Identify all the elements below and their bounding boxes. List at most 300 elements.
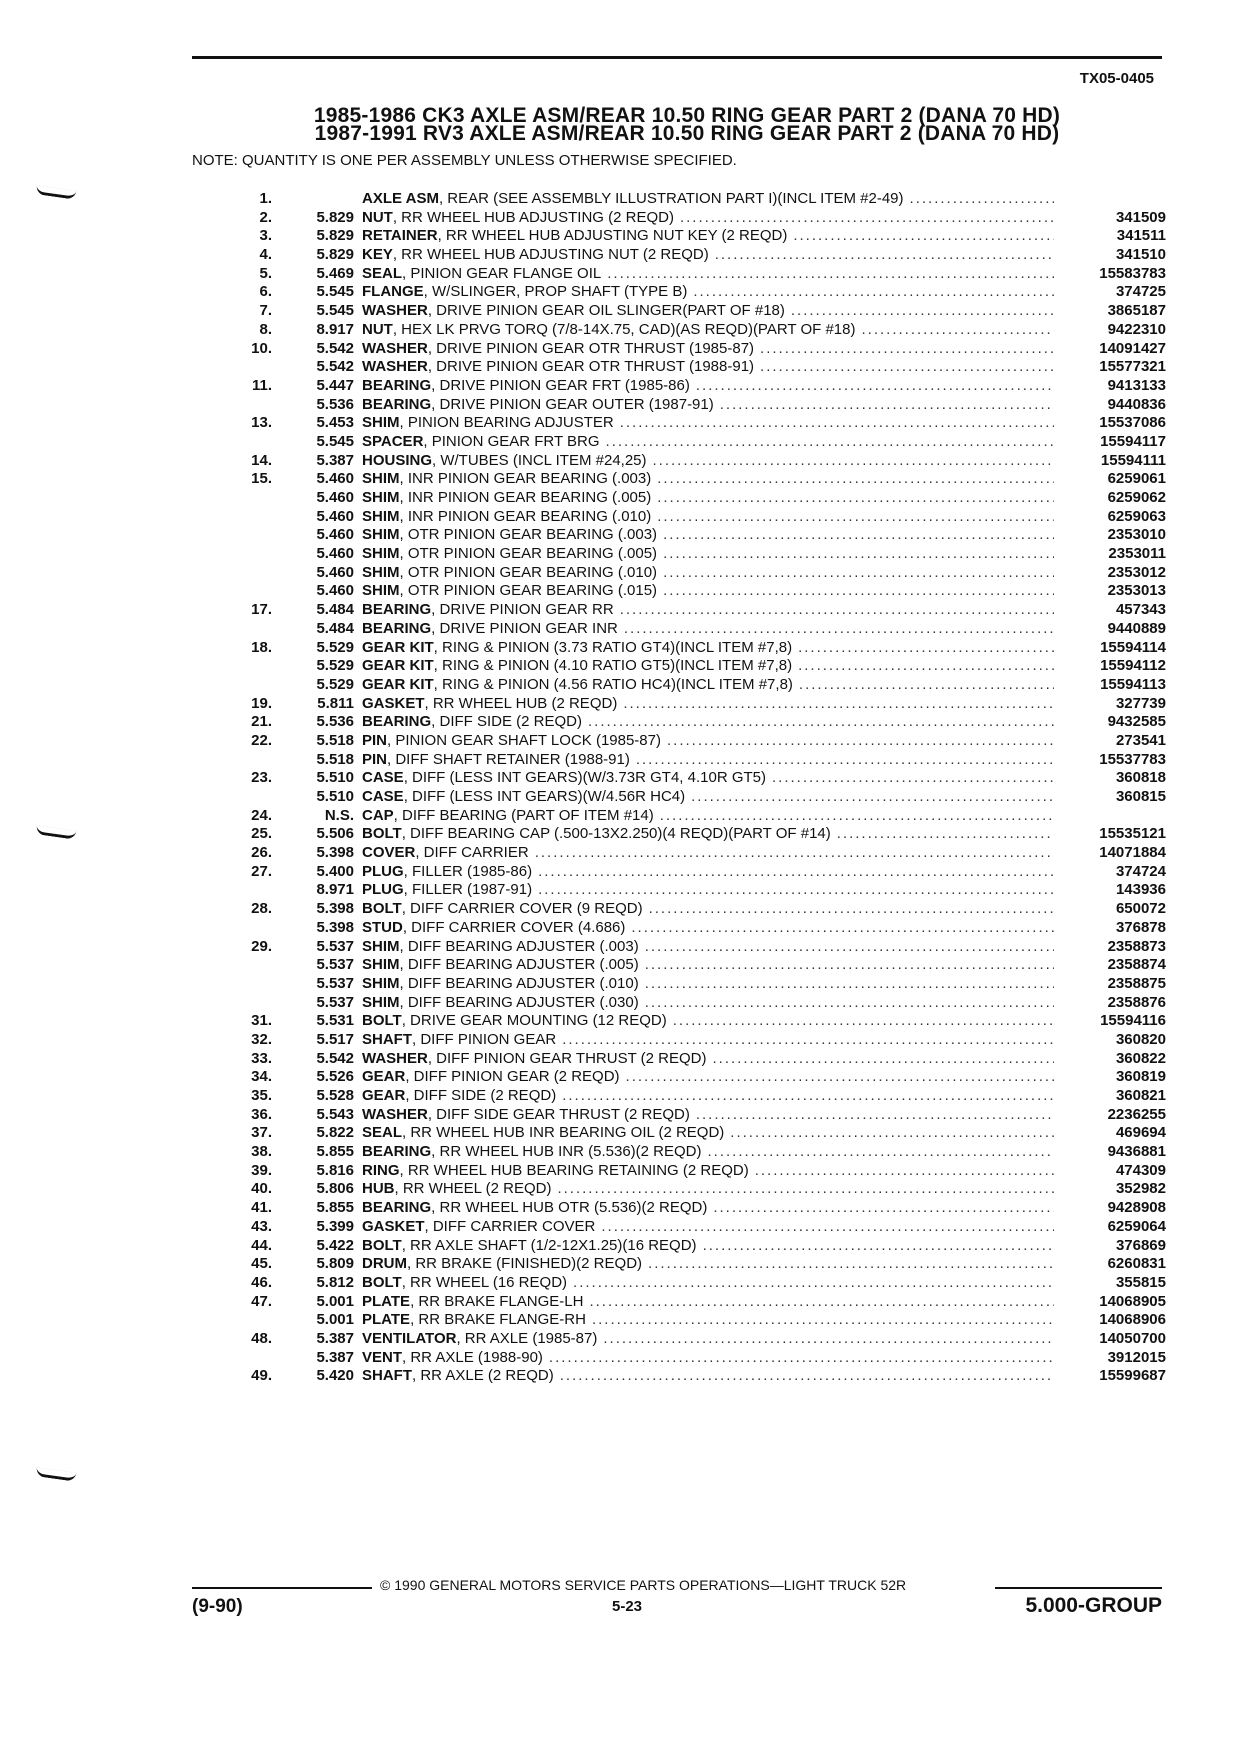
part-number: 360815 bbox=[1115, 788, 1166, 805]
part-number: 352982 bbox=[1115, 1180, 1166, 1198]
part-description bbox=[362, 825, 1054, 844]
part-number: 15535121 bbox=[1099, 825, 1166, 843]
leader-dots bbox=[648, 1255, 1054, 1274]
part-name: SHIM bbox=[362, 489, 400, 506]
part-detail: , OTR PINION GEAR BEARING (.005) bbox=[399, 545, 658, 563]
part-description bbox=[362, 396, 1054, 415]
group-number: 5.531 bbox=[316, 1012, 354, 1030]
group-number: 5.545 bbox=[316, 283, 354, 301]
group-number: 5.460 bbox=[316, 526, 354, 544]
part-description bbox=[362, 1199, 1054, 1218]
item-number: 22. bbox=[251, 731, 272, 749]
part-name: PLATE bbox=[362, 1311, 411, 1329]
part-detail: , PINION GEAR FRT BRG bbox=[423, 432, 600, 450]
group-number: 5.399 bbox=[316, 1217, 354, 1235]
item-number: 34. bbox=[251, 1068, 272, 1086]
leader-dots bbox=[645, 994, 1054, 1013]
item-number: 2. bbox=[259, 208, 272, 226]
group-number: 5.529 bbox=[316, 638, 354, 656]
group-code: 5.000-GROUP bbox=[1025, 1594, 1162, 1617]
part-detail: , DIFF BEARING ADJUSTER (.005) bbox=[399, 956, 639, 974]
part-detail: , DIFF SIDE GEAR THRUST (2 REQD) bbox=[427, 1105, 690, 1123]
leader-dots bbox=[606, 433, 1054, 452]
copyright-text: © 1990 GENERAL MOTORS SERVICE PARTS OPERATIONS—LIGHT TRUCK 52R bbox=[380, 1577, 907, 1593]
part-number: 6259061 bbox=[1107, 470, 1166, 488]
page-title-line-1: 1985-1986 CK3 AXLE ASM/REAR 10.50 RING GEAR PART 2 (DANA 70 HD) bbox=[313, 104, 1061, 127]
part-detail: , RR WHEEL HUB ADJUSTING (2 REQD) bbox=[392, 208, 674, 226]
leader-dots bbox=[653, 452, 1054, 471]
part-name: SEAL bbox=[362, 1124, 403, 1142]
leader-dots bbox=[603, 1330, 1054, 1349]
parts-row bbox=[192, 302, 1166, 321]
part-number: 374724 bbox=[1115, 862, 1166, 880]
item-number: 19. bbox=[251, 694, 272, 712]
group-number: 5.529 bbox=[316, 675, 354, 693]
binder-hole-mark bbox=[36, 825, 77, 839]
part-description bbox=[362, 863, 1054, 882]
part-number: 9422310 bbox=[1107, 320, 1166, 338]
part-name: SHAFT bbox=[362, 1030, 412, 1048]
leader-dots bbox=[837, 825, 1054, 844]
group-number: 5.387 bbox=[316, 1329, 354, 1347]
parts-row bbox=[192, 283, 1166, 302]
parts-row bbox=[192, 526, 1166, 545]
part-number: 376869 bbox=[1115, 1236, 1166, 1254]
part-number: 273541 bbox=[1115, 731, 1166, 749]
parts-row bbox=[192, 713, 1166, 732]
parts-row bbox=[192, 190, 1166, 209]
leader-dots bbox=[663, 582, 1054, 601]
part-name: CASE bbox=[362, 788, 404, 805]
group-number: 5.829 bbox=[316, 227, 354, 245]
part-number: 15594111 bbox=[1100, 451, 1166, 469]
part-description bbox=[362, 377, 1054, 396]
part-name: CAP bbox=[362, 806, 394, 824]
part-detail: , DRIVE PINION GEAR FRT (1985-86) bbox=[431, 376, 690, 394]
part-detail: , DIFF PINION GEAR (2 REQD) bbox=[405, 1068, 620, 1086]
part-number: 474309 bbox=[1115, 1161, 1166, 1179]
part-description bbox=[362, 452, 1054, 471]
part-detail: , RR WHEEL HUB OTR (5.536)(2 REQD) bbox=[431, 1199, 708, 1217]
part-name: SHIM bbox=[362, 545, 400, 563]
part-detail: , DIFF BEARING ADJUSTER (.003) bbox=[399, 937, 639, 955]
parts-row bbox=[192, 676, 1166, 695]
group-number: 5.422 bbox=[316, 1236, 354, 1254]
leader-dots bbox=[607, 265, 1054, 284]
part-number: 341510 bbox=[1115, 246, 1166, 264]
top-rule bbox=[192, 56, 1162, 59]
leader-dots bbox=[663, 545, 1054, 564]
part-number: 15594113 bbox=[1100, 675, 1166, 693]
part-description bbox=[362, 1349, 1054, 1368]
part-detail: , RR BRAKE (FINISHED)(2 REQD) bbox=[407, 1255, 643, 1273]
parts-list bbox=[192, 190, 1166, 1386]
part-detail: , DIFF BEARING CAP (.500-13X2.250)(4 REQD)(PART OF #14) bbox=[401, 825, 831, 843]
part-detail: , DIFF (LESS INT GEARS)(W/4.56R HC4) bbox=[403, 788, 686, 805]
item-number: 40. bbox=[251, 1180, 272, 1198]
item-number: 21. bbox=[251, 713, 272, 731]
part-detail: , DIFF CARRIER COVER bbox=[424, 1217, 596, 1235]
part-name: SHIM bbox=[362, 507, 400, 525]
part-detail: , DIFF (LESS INT GEARS)(W/3.73R GT4, 4.10R GT5) bbox=[403, 769, 766, 787]
item-number: 31. bbox=[251, 1012, 272, 1030]
part-name: DRUM bbox=[362, 1255, 407, 1273]
part-number: 15594116 bbox=[1100, 1012, 1166, 1030]
part-description bbox=[362, 956, 1054, 975]
part-description bbox=[362, 358, 1054, 377]
item-number: 47. bbox=[251, 1292, 272, 1310]
parts-row bbox=[192, 396, 1166, 415]
part-detail: , RR AXLE (1985-87) bbox=[456, 1329, 598, 1347]
parts-row bbox=[192, 919, 1166, 938]
item-number: 49. bbox=[251, 1367, 272, 1385]
part-detail: , DRIVE PINION GEAR INR bbox=[431, 619, 618, 637]
part-number: 9413133 bbox=[1107, 376, 1166, 394]
group-number: 5.822 bbox=[316, 1124, 354, 1142]
group-number: 5.510 bbox=[316, 769, 354, 787]
part-description bbox=[362, 1274, 1054, 1293]
part-name: WASHER bbox=[362, 302, 428, 320]
part-name: PIN bbox=[362, 731, 388, 749]
part-detail: , RR WHEEL HUB INR BEARING OIL (2 REQD) bbox=[402, 1124, 725, 1142]
part-detail: , DIFF SIDE (2 REQD) bbox=[431, 713, 583, 731]
part-description bbox=[362, 1162, 1054, 1181]
leader-dots bbox=[657, 470, 1054, 489]
part-number: 9436881 bbox=[1107, 1143, 1166, 1161]
leader-dots bbox=[549, 1349, 1054, 1368]
item-number: 8. bbox=[259, 320, 272, 338]
part-name: GEAR bbox=[362, 1068, 406, 1086]
leader-dots bbox=[560, 1367, 1054, 1386]
document-code: TX05-0405 bbox=[1079, 70, 1154, 87]
group-number: 5.529 bbox=[316, 657, 354, 675]
parts-row bbox=[192, 1311, 1166, 1330]
part-description bbox=[362, 508, 1054, 527]
part-detail: , DRIVE PINION GEAR RR bbox=[431, 601, 614, 619]
parts-row bbox=[192, 564, 1166, 583]
part-description bbox=[362, 545, 1054, 564]
part-name: BEARING bbox=[362, 601, 432, 619]
parts-row bbox=[192, 1087, 1166, 1106]
part-description bbox=[362, 769, 1054, 788]
part-description bbox=[362, 975, 1054, 994]
part-name: AXLE ASM bbox=[362, 190, 439, 207]
item-number: 35. bbox=[251, 1087, 272, 1104]
group-number: 5.001 bbox=[316, 1311, 354, 1329]
part-detail: , DIFF PINION GEAR THRUST (2 REQD) bbox=[427, 1049, 707, 1067]
parts-row bbox=[192, 900, 1166, 919]
part-number: 3912015 bbox=[1107, 1348, 1166, 1366]
part-description bbox=[362, 1087, 1054, 1106]
part-name: SHIM bbox=[362, 974, 400, 992]
part-detail: , PINION BEARING ADJUSTER bbox=[399, 414, 614, 432]
leader-dots bbox=[589, 1293, 1054, 1312]
part-number: 2353012 bbox=[1107, 563, 1166, 581]
part-name: BEARING bbox=[362, 1143, 432, 1161]
leader-dots bbox=[680, 209, 1054, 228]
part-name: GEAR KIT bbox=[362, 657, 434, 675]
item-number: 36. bbox=[251, 1105, 272, 1123]
item-number: 4. bbox=[259, 246, 272, 264]
part-detail: , OTR PINION GEAR BEARING (.003) bbox=[399, 526, 658, 544]
part-description bbox=[362, 900, 1054, 919]
item-number: 33. bbox=[251, 1049, 272, 1067]
parts-row bbox=[192, 321, 1166, 340]
leader-dots bbox=[791, 302, 1054, 321]
part-detail: , DIFF CARRIER COVER (4.686) bbox=[402, 918, 626, 936]
part-description bbox=[362, 881, 1054, 900]
item-number: 17. bbox=[251, 601, 272, 619]
part-description bbox=[362, 994, 1054, 1013]
parts-row bbox=[192, 377, 1166, 396]
group-number: 5.447 bbox=[316, 376, 354, 394]
parts-row bbox=[192, 470, 1166, 489]
parts-row bbox=[192, 1050, 1166, 1069]
item-number: 23. bbox=[251, 769, 272, 787]
parts-row bbox=[192, 751, 1166, 770]
part-number: 2353010 bbox=[1107, 526, 1166, 544]
part-description bbox=[362, 1050, 1054, 1069]
part-detail: , DIFF BEARING (PART OF ITEM #14) bbox=[393, 806, 654, 824]
part-number: 360818 bbox=[1115, 769, 1166, 787]
item-number: 39. bbox=[251, 1161, 272, 1179]
part-name: NUT bbox=[362, 320, 393, 338]
binder-hole-mark bbox=[36, 1467, 77, 1481]
group-number: 5.460 bbox=[316, 507, 354, 525]
part-name: GEAR bbox=[362, 1087, 406, 1104]
part-detail: , RR BRAKE FLANGE-RH bbox=[410, 1311, 586, 1329]
group-number: 5.469 bbox=[316, 264, 354, 282]
part-number: 9440836 bbox=[1107, 395, 1166, 413]
leader-dots bbox=[626, 1068, 1054, 1087]
group-number: 5.537 bbox=[316, 993, 354, 1011]
part-detail: , OTR PINION GEAR BEARING (.015) bbox=[399, 582, 658, 600]
part-number: 341511 bbox=[1116, 227, 1166, 245]
leader-dots bbox=[798, 639, 1054, 658]
group-number: 5.398 bbox=[316, 918, 354, 936]
part-detail: , FILLER (1987-91) bbox=[403, 881, 533, 899]
part-name: BEARING bbox=[362, 395, 432, 413]
group-number: 5.537 bbox=[316, 937, 354, 955]
binder-hole-mark bbox=[36, 185, 77, 199]
part-description bbox=[362, 1180, 1054, 1199]
parts-row bbox=[192, 956, 1166, 975]
parts-row bbox=[192, 1274, 1166, 1293]
item-number: 46. bbox=[251, 1273, 272, 1291]
part-description bbox=[362, 1106, 1054, 1125]
leader-dots bbox=[649, 900, 1054, 919]
part-number: 2353013 bbox=[1107, 582, 1166, 600]
leader-dots bbox=[910, 190, 1054, 209]
parts-row bbox=[192, 340, 1166, 359]
part-name: PLUG bbox=[362, 881, 404, 899]
part-detail: , DIFF CARRIER bbox=[415, 844, 529, 862]
group-number: 5.545 bbox=[316, 302, 354, 320]
part-name: PLATE bbox=[362, 1292, 411, 1310]
part-detail: , RING & PINION (3.73 RATIO GT4)(INCL ITEM #7,8) bbox=[433, 638, 793, 656]
part-name: SHIM bbox=[362, 563, 400, 581]
group-number: 5.460 bbox=[316, 470, 354, 488]
part-name: PLUG bbox=[362, 862, 404, 880]
part-description bbox=[362, 1330, 1054, 1349]
parts-row bbox=[192, 1106, 1166, 1125]
part-number: 15594112 bbox=[1100, 657, 1166, 675]
part-number: 2236255 bbox=[1107, 1105, 1166, 1123]
part-number: 650072 bbox=[1115, 900, 1166, 918]
part-number: 9440889 bbox=[1107, 619, 1166, 637]
group-number: 5.484 bbox=[316, 601, 354, 619]
leader-dots bbox=[601, 1218, 1054, 1237]
part-name: CASE bbox=[362, 769, 404, 787]
part-description bbox=[362, 1124, 1054, 1143]
parts-row bbox=[192, 601, 1166, 620]
group-number: 5.453 bbox=[316, 414, 354, 432]
group-number: 5.460 bbox=[316, 545, 354, 563]
part-name: STUD bbox=[362, 918, 403, 936]
part-detail: , DRIVE GEAR MOUNTING (12 REQD) bbox=[401, 1012, 667, 1030]
part-name: BOLT bbox=[362, 825, 402, 843]
part-name: SPACER bbox=[362, 432, 424, 450]
part-name: SHAFT bbox=[362, 1367, 412, 1385]
item-number: 44. bbox=[251, 1236, 272, 1254]
part-detail: , PINION GEAR SHAFT LOCK (1985-87) bbox=[387, 731, 661, 749]
group-number: 5.001 bbox=[316, 1292, 354, 1310]
part-description bbox=[362, 302, 1054, 321]
part-name: BEARING bbox=[362, 713, 432, 731]
group-number: 5.812 bbox=[316, 1273, 354, 1291]
item-number: 48. bbox=[251, 1329, 272, 1347]
part-detail: , RR BRAKE FLANGE-LH bbox=[410, 1292, 584, 1310]
part-description bbox=[362, 470, 1054, 489]
parts-row bbox=[192, 639, 1166, 658]
parts-row bbox=[192, 1180, 1166, 1199]
part-name: VENT bbox=[362, 1348, 403, 1366]
part-name: HUB bbox=[362, 1180, 395, 1198]
part-number: 360821 bbox=[1115, 1087, 1166, 1104]
part-number: 15537086 bbox=[1099, 414, 1166, 432]
parts-row bbox=[192, 844, 1166, 863]
part-number: 9432585 bbox=[1107, 713, 1166, 731]
group-number: 5.398 bbox=[316, 900, 354, 918]
parts-row bbox=[192, 414, 1166, 433]
item-number: 13. bbox=[251, 414, 272, 432]
part-name: BEARING bbox=[362, 1199, 432, 1217]
group-number: 5.387 bbox=[316, 1348, 354, 1366]
leader-dots bbox=[772, 769, 1054, 788]
part-detail: , REAR (SEE ASSEMBLY ILLUSTRATION PART I)(INCL ITEM #2-49) bbox=[438, 190, 904, 207]
parts-row bbox=[192, 1349, 1166, 1368]
group-number: 5.526 bbox=[316, 1068, 354, 1086]
parts-row bbox=[192, 1199, 1166, 1218]
part-description bbox=[362, 751, 1054, 770]
part-description bbox=[362, 807, 1054, 826]
part-name: SHIM bbox=[362, 582, 400, 600]
part-detail: , RING & PINION (4.56 RATIO HC4)(INCL ITEM #7,8) bbox=[433, 675, 793, 693]
item-number: 11. bbox=[251, 376, 272, 394]
part-description bbox=[362, 526, 1054, 545]
leader-dots bbox=[798, 657, 1054, 676]
parts-row bbox=[192, 938, 1166, 957]
group-number: 5.829 bbox=[316, 246, 354, 264]
part-name: BOLT bbox=[362, 900, 402, 918]
leader-dots bbox=[755, 1162, 1054, 1181]
part-description bbox=[362, 1031, 1054, 1050]
parts-row bbox=[192, 788, 1166, 807]
part-number: 9428908 bbox=[1107, 1199, 1166, 1217]
part-name: SHIM bbox=[362, 937, 400, 955]
parts-row bbox=[192, 1255, 1166, 1274]
part-number: 2358875 bbox=[1107, 974, 1166, 992]
part-name: WASHER bbox=[362, 1105, 428, 1123]
leader-dots bbox=[713, 1199, 1054, 1218]
part-description bbox=[362, 190, 1054, 209]
parts-row bbox=[192, 545, 1166, 564]
part-number: 2353011 bbox=[1108, 545, 1166, 563]
leader-dots bbox=[538, 863, 1054, 882]
part-description bbox=[362, 844, 1054, 863]
footer-rule-right bbox=[995, 1587, 1162, 1589]
part-detail: , PINION GEAR FLANGE OIL bbox=[402, 264, 602, 282]
part-name: WASHER bbox=[362, 358, 428, 376]
item-number: 45. bbox=[251, 1255, 272, 1273]
part-description bbox=[362, 788, 1054, 807]
part-detail: , RR WHEEL HUB BEARING RETAINING (2 REQD) bbox=[399, 1161, 749, 1179]
part-name: BEARING bbox=[362, 376, 432, 394]
parts-row bbox=[192, 452, 1166, 471]
group-number: 5.816 bbox=[316, 1161, 354, 1179]
part-number: 15594117 bbox=[1100, 432, 1166, 450]
group-number: 5.829 bbox=[316, 208, 354, 226]
part-number: 143936 bbox=[1115, 881, 1166, 899]
part-name: SHIM bbox=[362, 414, 400, 432]
item-number: 41. bbox=[251, 1199, 272, 1217]
leader-dots bbox=[663, 564, 1054, 583]
item-number: 7. bbox=[259, 302, 272, 320]
item-number: 29. bbox=[251, 937, 272, 955]
parts-row bbox=[192, 1012, 1166, 1031]
group-number: 5.460 bbox=[316, 563, 354, 581]
footer-rule-left bbox=[192, 1587, 372, 1589]
group-number: 5.537 bbox=[316, 956, 354, 974]
part-detail: , RR WHEEL HUB INR (5.536)(2 REQD) bbox=[431, 1143, 702, 1161]
group-number: 8.917 bbox=[316, 320, 354, 338]
part-name: FLANGE bbox=[362, 283, 424, 301]
group-number: 5.460 bbox=[316, 489, 354, 506]
parts-row bbox=[192, 1237, 1166, 1256]
group-number: 5.517 bbox=[316, 1030, 354, 1048]
part-number: 360819 bbox=[1115, 1068, 1166, 1086]
part-description bbox=[362, 657, 1054, 676]
part-number: 6260831 bbox=[1107, 1255, 1166, 1273]
leader-dots bbox=[620, 414, 1054, 433]
leader-dots bbox=[636, 751, 1054, 770]
part-detail: , RR WHEEL (16 REQD) bbox=[401, 1273, 568, 1291]
part-number: 3865187 bbox=[1107, 302, 1166, 320]
part-name: VENTILATOR bbox=[362, 1329, 457, 1347]
part-name: SHIM bbox=[362, 470, 400, 488]
leader-dots bbox=[673, 1012, 1054, 1031]
part-detail: , HEX LK PRVG TORQ (7/8-14X.75, CAD)(AS REQD)(PART OF #18) bbox=[392, 320, 856, 338]
group-number: 5.855 bbox=[316, 1199, 354, 1217]
part-detail: , INR PINION GEAR BEARING (.010) bbox=[399, 507, 652, 525]
parts-row bbox=[192, 1293, 1166, 1312]
part-description bbox=[362, 582, 1054, 601]
part-number: 14068906 bbox=[1099, 1311, 1166, 1329]
parts-row bbox=[192, 975, 1166, 994]
parts-row bbox=[192, 489, 1166, 508]
part-name: SHIM bbox=[362, 526, 400, 544]
part-number: 341509 bbox=[1115, 208, 1166, 226]
